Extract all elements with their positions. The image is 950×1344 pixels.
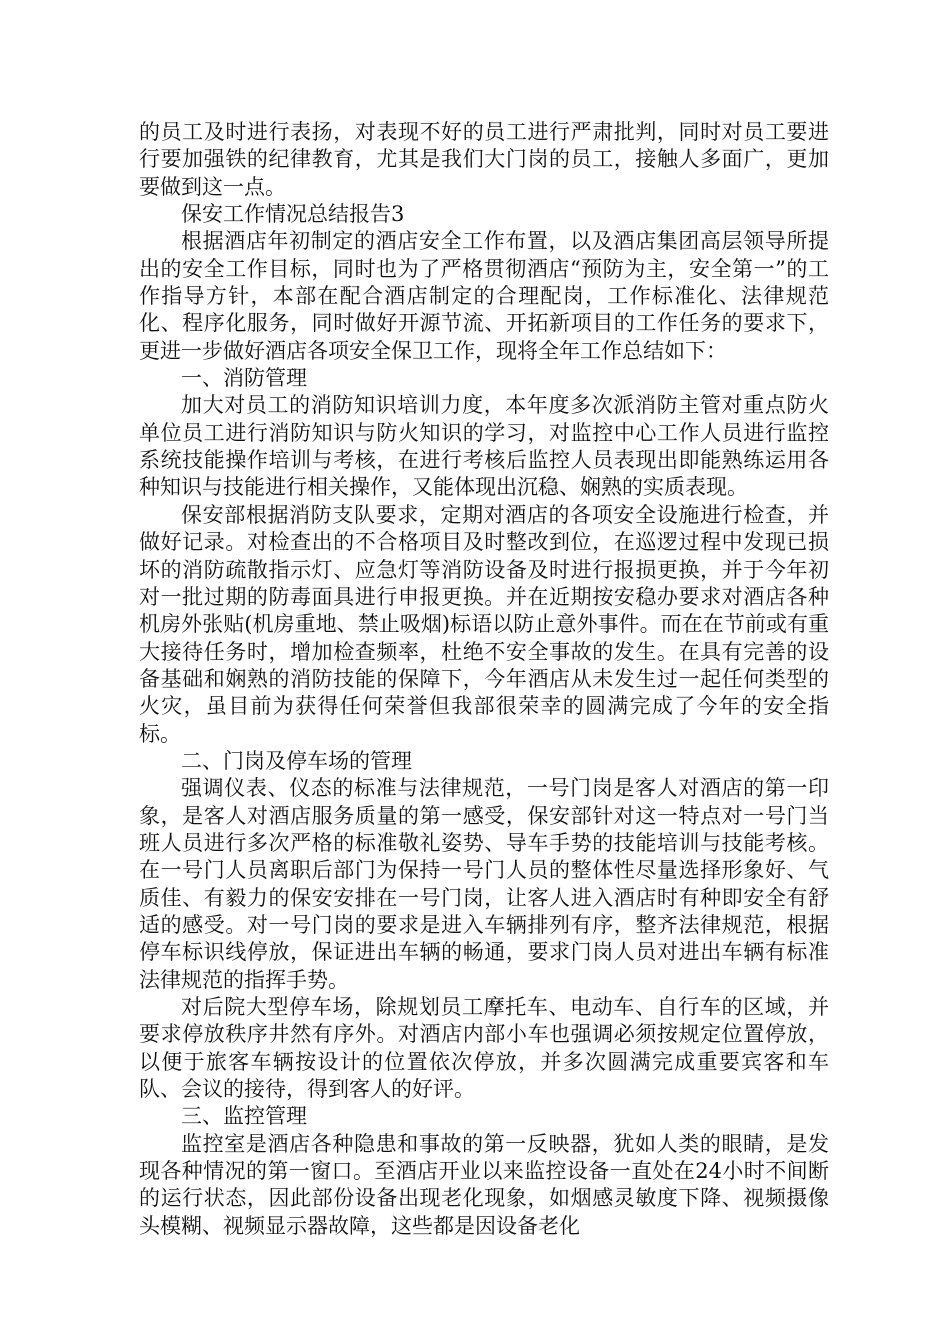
paragraph-fire-inspection: 保安部根据消防支队要求，定期对酒店的各项安全设施进行检查，并做好记录。对检查出的不合格项目及时整改到位，在巡逻过程中发现已损坏的消防疏散指示灯、应急灯等消防设备及时进行报损更换，并于今年初对一批过期的防毒面具进行申报更换。并在近期按安稳办要求对酒店各种机房外张贴(机房重地、禁止吸烟)标语以防止意外事件。而在在节前或有重大接待任务时，增加检查频率，杜绝不安全事故的发生。在具有完善的设备基础和娴熟的消防技能的保障下，今年酒店从未发生过一起任何类型的火灾，虽目前为获得任何荣誉但我部很荣幸的圆满完成了今年的安全指标。 xyxy=(139,502,829,746)
paragraph-parking: 对后院大型停车场，除规划员工摩托车、电动车、自行车的区域，并要求停放秩序井然有序外。对酒店内部小车也强调必须按规定位置停放，以便于旅客车辆按设计的位置依次停放，并多次圆满完成重要宾客和车队、会议的接待，得到客人的好评。 xyxy=(139,995,829,1102)
paragraph-intro: 根据酒店年初制定的酒店安全工作布置，以及酒店集团高层领导所提出的安全工作目标，同时也为了严格贯彻酒店“预防为主，安全第一”的工作指导方针，本部在配合酒店制定的合理配岗，工作标准化、法律规范化、程序化服务，同时做好开源节流、开拓新项目的工作任务的要求下，更进一步做好酒店各项安全保卫工作，现将全年工作总结如下： xyxy=(139,229,829,363)
section-heading-gate-parking: 二、门岗及停车场的管理 xyxy=(181,748,412,773)
paragraph-monitoring: 监控室是酒店各种隐患和事故的第一反映器，犹如人类的眼睛，是发现各种情况的第一窗口。至酒店开业以来监控设备一直处在24小时不间断的运行状态，因此部份设备出现老化现象，如烟感灵敏度下降、视频摄像头模糊、视频显示器故障，这些都是因设备老化 xyxy=(139,1131,829,1238)
paragraph-gate: 强调仪表、仪态的标准与法律规范，一号门岗是客人对酒店的第一印象，是客人对酒店服务质量的第一感受，保安部针对这一特点对一号门当班人员进行多次严格的标准敬礼姿势、导车手势的技能培训与技能考核。在一号门人员离职后部门为保持一号门人员的整体性尽量选择形象好、气质佳、有毅力的保安安排在一号门岗，让客人进入酒店时有种即安全有舒适的感受。对一号门岗的要求是进入车辆排列有序，整齐法律规范，根据停车标识线停放，保证进出车辆的畅通，要求门岗人员对进出车辆有标准法律规范的指挥手势。 xyxy=(139,776,829,992)
paragraph-fire-training: 加大对员工的消防知识培训力度，本年度多次派消防主管对重点防火单位员工进行消防知识与防火知识的学习，对监控中心工作人员进行监控系统技能操作培训与考核，在进行考核后监控人员表现出即能熟练运用各种知识与技能进行相关操作，又能体现出沉稳、娴熟的实质表现。 xyxy=(139,393,829,500)
section-heading-fire: 一、消防管理 xyxy=(181,366,307,391)
report-title: 保安工作情况总结报告3 xyxy=(181,202,405,227)
section-heading-monitoring: 三、监控管理 xyxy=(181,1104,307,1129)
document-body xyxy=(139,119,829,1240)
paragraph-continuation: 的员工及时进行表扬，对表现不好的员工进行严肃批判，同时对员工要进行要加强铁的纪律教育，尤其是我们大门岗的员工，接触人多面广，更加要做到这一点。 xyxy=(139,120,829,199)
